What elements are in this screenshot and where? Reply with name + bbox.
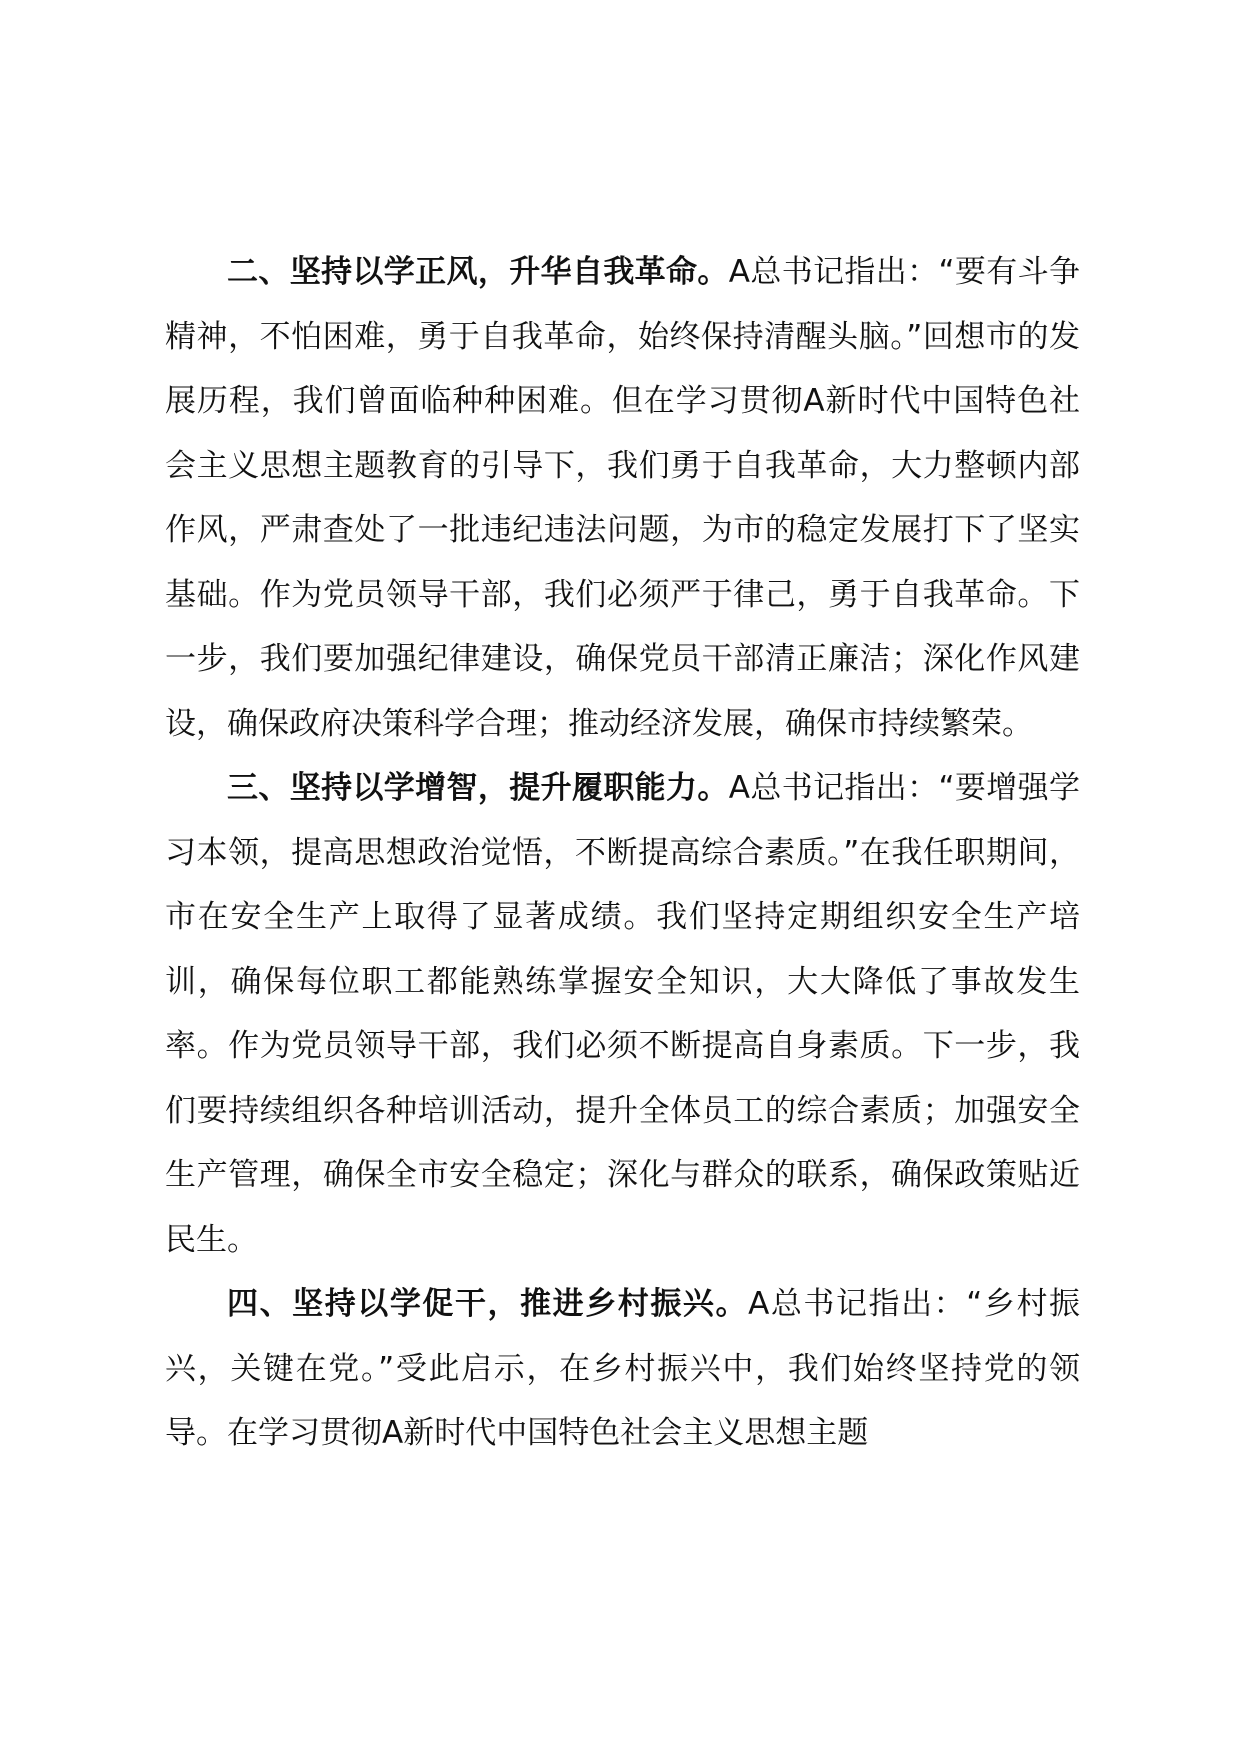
paragraph-section-4: [165, 1272, 1080, 1466]
paragraph-text: A总书记指出：“要有斗争精神，不怕困难，勇于自我革命，始终保持清醒头脑。”回想市的发展历程，我们曾面临种种困难。但在学习贯彻A新时代中国特色社会主义思想主题教育的引导下，我们勇于自我革命，大力整顿内部作风，严肃查处了一批违纪违法问题，为市的稳定发展打下了坚实基础。作为党员领导干部，我们必须严于律己，勇于自我革命。下一步，我们要加强纪律建设，确保党员干部清正廉洁；深化作风建设，确保政府决策科学合理；推动经济发展，确保市持续繁荣。: [165, 254, 1081, 742]
paragraph-text: A总书记指出：“要增强学习本领，提高思想政治觉悟，不断提高综合素质。”在我任职期间，市在安全生产上取得了显著成绩。我们坚持定期组织安全生产培训，确保每位职工都能熟练掌握安全知识，大大降低了事故发生率。作为党员领导干部，我们必须不断提高自身素质。下一步，我们要持续组织各种培训活动，提升全体员工的综合素质；加强安全生产管理，确保全市安全稳定；深化与群众的联系，确保政策贴近民生。: [165, 770, 1081, 1258]
document-body: [165, 240, 1080, 1466]
paragraph-text: A总书记指出：“乡村振兴，关键在党。”受此启示，在乡村振兴中，我们始终坚持党的领导。在学习贯彻A新时代中国特色社会主义思想主题: [165, 1286, 1081, 1451]
section-heading: 三、坚持以学增智，提升履职能力。: [227, 770, 729, 806]
section-heading: 二、坚持以学正风，升华自我革命。: [227, 254, 729, 290]
section-heading: 四、坚持以学促干，推进乡村振兴。: [227, 1286, 749, 1322]
paragraph-section-2: [165, 240, 1080, 756]
paragraph-section-3: [165, 756, 1080, 1272]
